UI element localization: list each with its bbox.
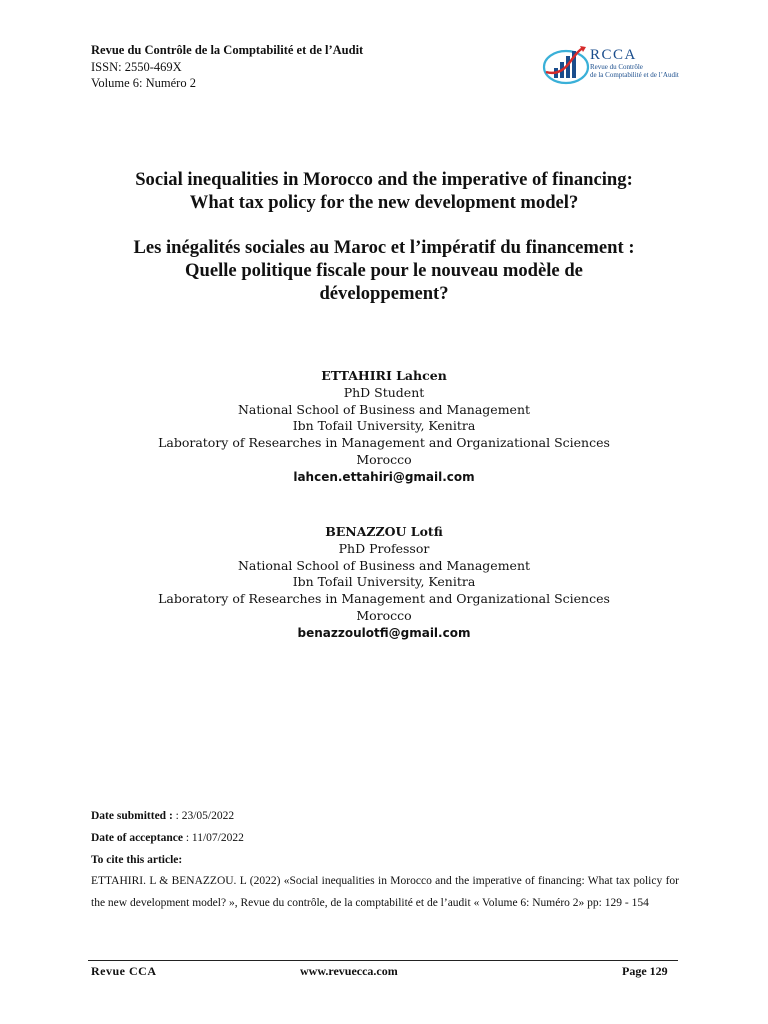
date-acceptance-value: : 11/07/2022 (185, 831, 244, 844)
logo-subtitle-2: de la Comptabilité et de l’Audit (590, 71, 679, 79)
author-role: PhD Student (343, 384, 425, 400)
author-school: National School of Business and Management (237, 557, 531, 573)
footer-page-number: Page 129 (622, 964, 668, 978)
author-block-benazzou (90, 524, 678, 642)
author-university: Ibn Tofail University, Kenitra (292, 574, 476, 590)
article-meta (91, 806, 679, 915)
footer-divider (88, 960, 678, 961)
title-english-line-1: Social inequalities in Morocco and the imperative of financing: (135, 169, 633, 190)
author-lab: Laboratory of Researches in Management and Organizational Sciences (158, 591, 610, 607)
author-name: ETTAHIRI Lahcen (321, 368, 447, 383)
title-english (90, 168, 678, 214)
author-block-ettahiri (90, 368, 678, 486)
author-name: BENAZZOU Lotfi (325, 524, 443, 539)
title-french-line-3: développement? (319, 283, 449, 304)
journal-volume: Volume 6: Numéro 2 (91, 76, 196, 90)
title-french-line-1: Les inégalités sociales au Maroc et l’impératif du financement : (133, 237, 635, 258)
cite-label-text: To cite this article: (91, 853, 183, 866)
footer-journal: Revue CCA (91, 964, 157, 978)
author-school: National School of Business and Management (237, 401, 531, 417)
date-acceptance (91, 828, 679, 850)
date-submitted-value: : 23/05/2022 (175, 810, 235, 822)
journal-logo (540, 42, 710, 88)
citation-text: ETTAHIRI. L & BENAZZOU. L (2022) «Social inequalities in Morocco and the imperative of financing: What tax policy for the new development model? », Revue du contrôle, de la comptabilité et de l’audit « Volume 6: Numéro 2» pp: 129 - 154 (91, 875, 679, 910)
date-submitted (91, 806, 679, 828)
author-country: Morocco (356, 451, 412, 467)
logo-subtitle-1: Revue du Contrôle (590, 63, 643, 71)
date-acceptance-label: Date of acceptance (91, 831, 183, 844)
date-submitted-label: Date submitted : (91, 810, 173, 822)
author-role: PhD Professor (338, 540, 430, 556)
footer-website-link[interactable]: www.revuecca.com (300, 964, 398, 978)
author-country: Morocco (356, 607, 412, 623)
journal-header (91, 42, 363, 92)
author-email[interactable]: benazzoulotfi@gmail.com (297, 625, 471, 640)
author-email[interactable]: lahcen.ettahiri@gmail.com (293, 469, 475, 484)
title-english-line-2: What tax policy for the new development model? (189, 192, 579, 213)
title-french (90, 236, 678, 305)
logo-graphic (540, 42, 590, 88)
logo-title: RCCA (590, 47, 637, 63)
journal-name: Revue du Contrôle de la Comptabilité et de l’Audit (91, 43, 364, 57)
author-university: Ibn Tofail University, Kenitra (292, 418, 476, 434)
title-french-line-2: Quelle politique fiscale pour le nouveau modèle de (185, 260, 583, 281)
cite-label (91, 850, 679, 872)
author-lab: Laboratory of Researches in Management and Organizational Sciences (158, 435, 610, 451)
journal-issn: ISSN: 2550-469X (91, 59, 182, 74)
